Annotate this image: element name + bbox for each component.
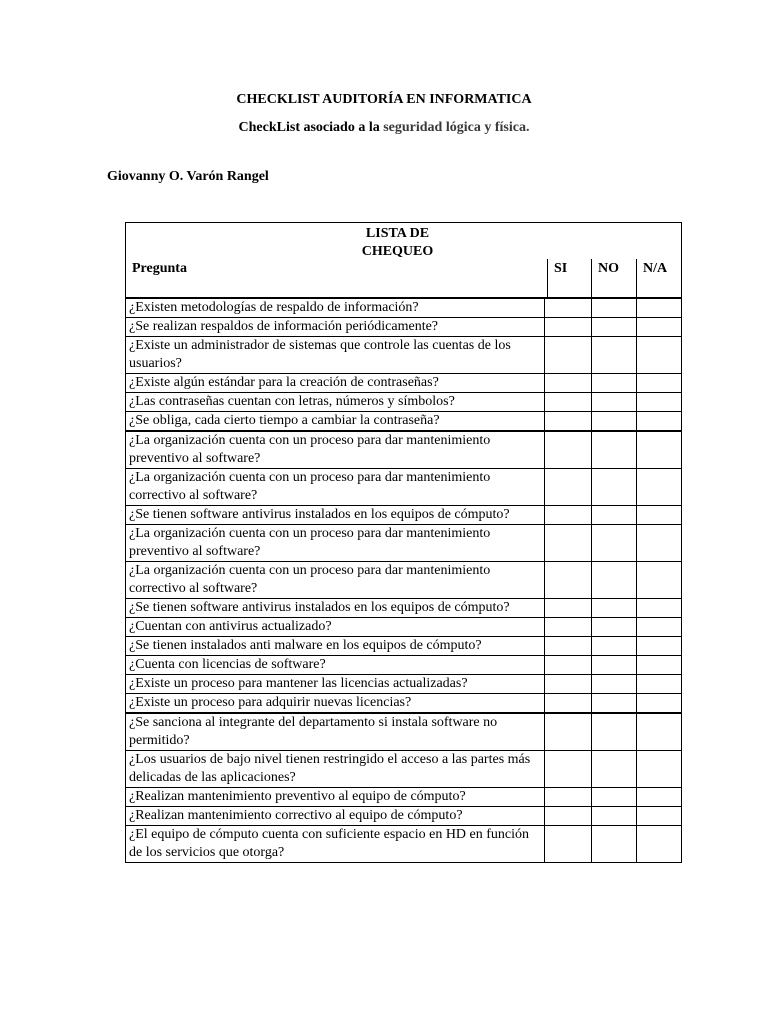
- si-checkbox-cell[interactable]: [544, 393, 591, 411]
- si-checkbox-cell[interactable]: [544, 506, 591, 524]
- question-text: ¿Se tienen software antivirus instalados en los equipos de cómputo?: [129, 507, 510, 522]
- no-checkbox-cell[interactable]: [591, 374, 637, 392]
- question-text: ¿Se tienen software antivirus instalados en los equipos de cómputo?: [129, 600, 510, 615]
- table-row: [126, 468, 681, 505]
- table-row: [126, 336, 681, 373]
- si-checkbox-cell[interactable]: [544, 637, 591, 655]
- question-text: ¿Las contraseñas cuentan con letras, números y símbolos?: [129, 394, 455, 409]
- na-checkbox-cell[interactable]: [636, 599, 681, 617]
- table-row: [126, 598, 681, 617]
- no-checkbox-cell[interactable]: [591, 299, 637, 317]
- no-checkbox-cell[interactable]: [591, 694, 637, 712]
- question-text: ¿La organización cuenta con un proceso para dar mantenimiento correctivo al software?: [129, 563, 491, 596]
- no-checkbox-cell[interactable]: [591, 599, 637, 617]
- no-checkbox-cell[interactable]: [591, 675, 637, 693]
- question-text: ¿Se tienen instalados anti malware en los equipos de cómputo?: [129, 638, 482, 653]
- table-row: [126, 655, 681, 674]
- question-text: ¿Realizan mantenimiento correctivo al equipo de cómputo?: [129, 808, 463, 823]
- na-checkbox-cell[interactable]: [636, 751, 681, 787]
- no-checkbox-cell[interactable]: [591, 337, 637, 373]
- no-checkbox-cell[interactable]: [591, 751, 637, 787]
- table-row: [126, 430, 681, 468]
- question-text: ¿Cuenta con licencias de software?: [129, 657, 326, 672]
- na-checkbox-cell[interactable]: [636, 788, 681, 806]
- si-checkbox-cell[interactable]: [544, 618, 591, 636]
- question-text: ¿Se obliga, cada cierto tiempo a cambiar la contraseña?: [129, 413, 440, 428]
- no-checkbox-cell[interactable]: [591, 637, 637, 655]
- table-row: [126, 712, 681, 750]
- si-checkbox-cell[interactable]: [544, 675, 591, 693]
- checklist-table: [125, 222, 682, 863]
- si-checkbox-cell[interactable]: [544, 714, 591, 750]
- na-checkbox-cell[interactable]: [636, 637, 681, 655]
- header-si: SI: [547, 259, 594, 297]
- table-row: [126, 524, 681, 561]
- no-checkbox-cell[interactable]: [591, 656, 637, 674]
- si-checkbox-cell[interactable]: [544, 337, 591, 373]
- na-checkbox-cell[interactable]: [636, 469, 681, 505]
- question-text: ¿Se realizan respaldos de información periódicamente?: [129, 319, 439, 334]
- si-checkbox-cell[interactable]: [544, 656, 591, 674]
- table-row: [126, 392, 681, 411]
- caption-line-1: LISTA DE: [365, 226, 430, 241]
- table-row: [126, 299, 681, 317]
- question-text: ¿Existen metodologías de respaldo de información?: [129, 300, 419, 315]
- na-checkbox-cell[interactable]: [636, 432, 681, 468]
- table-row: [126, 561, 681, 598]
- table-row: [126, 505, 681, 524]
- no-checkbox-cell[interactable]: [591, 826, 637, 862]
- na-checkbox-cell[interactable]: [636, 714, 681, 750]
- na-checkbox-cell[interactable]: [636, 337, 681, 373]
- na-checkbox-cell[interactable]: [636, 675, 681, 693]
- document-subtitle: [0, 120, 768, 136]
- author-name: Giovanny O. Varón Rangel: [107, 169, 269, 184]
- si-checkbox-cell[interactable]: [544, 751, 591, 787]
- header-question: Pregunta: [132, 261, 187, 276]
- table-row: [126, 373, 681, 392]
- na-checkbox-cell[interactable]: [636, 374, 681, 392]
- table-caption: [126, 225, 669, 261]
- no-checkbox-cell[interactable]: [591, 412, 637, 430]
- subtitle-lead: CheckList asociado a la: [238, 120, 384, 135]
- na-checkbox-cell[interactable]: [636, 393, 681, 411]
- na-checkbox-cell[interactable]: [636, 826, 681, 862]
- question-text: ¿Existe algún estándar para la creación de contraseñas?: [129, 375, 439, 390]
- table-row: [126, 693, 681, 712]
- caption-line-2: CHEQUEO: [361, 244, 434, 259]
- table-row: [126, 317, 681, 336]
- si-checkbox-cell[interactable]: [544, 826, 591, 862]
- no-checkbox-cell[interactable]: [591, 618, 637, 636]
- na-checkbox-cell[interactable]: [636, 807, 681, 825]
- question-text: ¿La organización cuenta con un proceso para dar mantenimiento correctivo al software?: [129, 470, 491, 503]
- question-text: ¿Existe un proceso para mantener las licencias actualizadas?: [129, 676, 468, 691]
- question-text: ¿La organización cuenta con un proceso para dar mantenimiento preventivo al software?: [129, 526, 491, 559]
- table-row: [126, 674, 681, 693]
- no-checkbox-cell[interactable]: [591, 714, 637, 750]
- si-checkbox-cell[interactable]: [544, 788, 591, 806]
- no-checkbox-cell[interactable]: [591, 562, 637, 598]
- table-row: [126, 787, 681, 806]
- no-checkbox-cell[interactable]: [591, 318, 637, 336]
- si-checkbox-cell[interactable]: [544, 469, 591, 505]
- na-checkbox-cell[interactable]: [636, 412, 681, 430]
- question-text: ¿La organización cuenta con un proceso para dar mantenimiento preventivo al software?: [129, 433, 491, 466]
- na-checkbox-cell[interactable]: [636, 299, 681, 317]
- header-na: N/A: [636, 259, 681, 297]
- no-checkbox-cell[interactable]: [591, 469, 637, 505]
- question-text: ¿El equipo de cómputo cuenta con suficiente espacio en HD en función de los servicios que otorga?: [129, 827, 530, 860]
- table-row: [126, 750, 681, 787]
- question-text: ¿Existe un administrador de sistemas que controle las cuentas de los usuarios?: [129, 338, 511, 371]
- si-checkbox-cell[interactable]: [544, 299, 591, 317]
- si-checkbox-cell[interactable]: [544, 694, 591, 712]
- question-text: ¿Existe un proceso para adquirir nuevas licencias?: [129, 695, 412, 710]
- question-text: ¿Se sanciona al integrante del departamento si instala software no permitido?: [129, 715, 498, 748]
- si-checkbox-cell[interactable]: [544, 599, 591, 617]
- table-row: [126, 825, 681, 862]
- no-checkbox-cell[interactable]: [591, 432, 637, 468]
- no-checkbox-cell[interactable]: [591, 506, 637, 524]
- table-row: [126, 806, 681, 825]
- document-title: CHECKLIST AUDITORÍA EN INFORMATICA: [236, 92, 532, 107]
- si-checkbox-cell[interactable]: [544, 432, 591, 468]
- na-checkbox-cell[interactable]: [636, 694, 681, 712]
- si-checkbox-cell[interactable]: [544, 318, 591, 336]
- na-checkbox-cell[interactable]: [636, 562, 681, 598]
- na-checkbox-cell[interactable]: [636, 318, 681, 336]
- no-checkbox-cell[interactable]: [591, 393, 637, 411]
- question-text: ¿Realizan mantenimiento preventivo al equipo de cómputo?: [129, 789, 466, 804]
- question-text: ¿Cuentan con antivirus actualizado?: [129, 619, 332, 634]
- na-checkbox-cell[interactable]: [636, 506, 681, 524]
- no-checkbox-cell[interactable]: [591, 788, 637, 806]
- si-checkbox-cell[interactable]: [544, 412, 591, 430]
- question-text: ¿Los usuarios de bajo nivel tienen restringido el acceso a las partes más delicadas de las aplicaciones?: [129, 752, 531, 785]
- subtitle-highlight: seguridad lógica y física.: [383, 120, 530, 135]
- na-checkbox-cell[interactable]: [636, 656, 681, 674]
- no-checkbox-cell[interactable]: [591, 525, 637, 561]
- no-checkbox-cell[interactable]: [591, 807, 637, 825]
- si-checkbox-cell[interactable]: [544, 807, 591, 825]
- na-checkbox-cell[interactable]: [636, 525, 681, 561]
- header-no: NO: [591, 259, 636, 297]
- table-row: [126, 617, 681, 636]
- si-checkbox-cell[interactable]: [544, 525, 591, 561]
- si-checkbox-cell[interactable]: [544, 374, 591, 392]
- na-checkbox-cell[interactable]: [636, 618, 681, 636]
- si-checkbox-cell[interactable]: [544, 562, 591, 598]
- table-row: [126, 411, 681, 430]
- table-row: [126, 636, 681, 655]
- table-body: [126, 299, 681, 862]
- table-header: [126, 223, 681, 299]
